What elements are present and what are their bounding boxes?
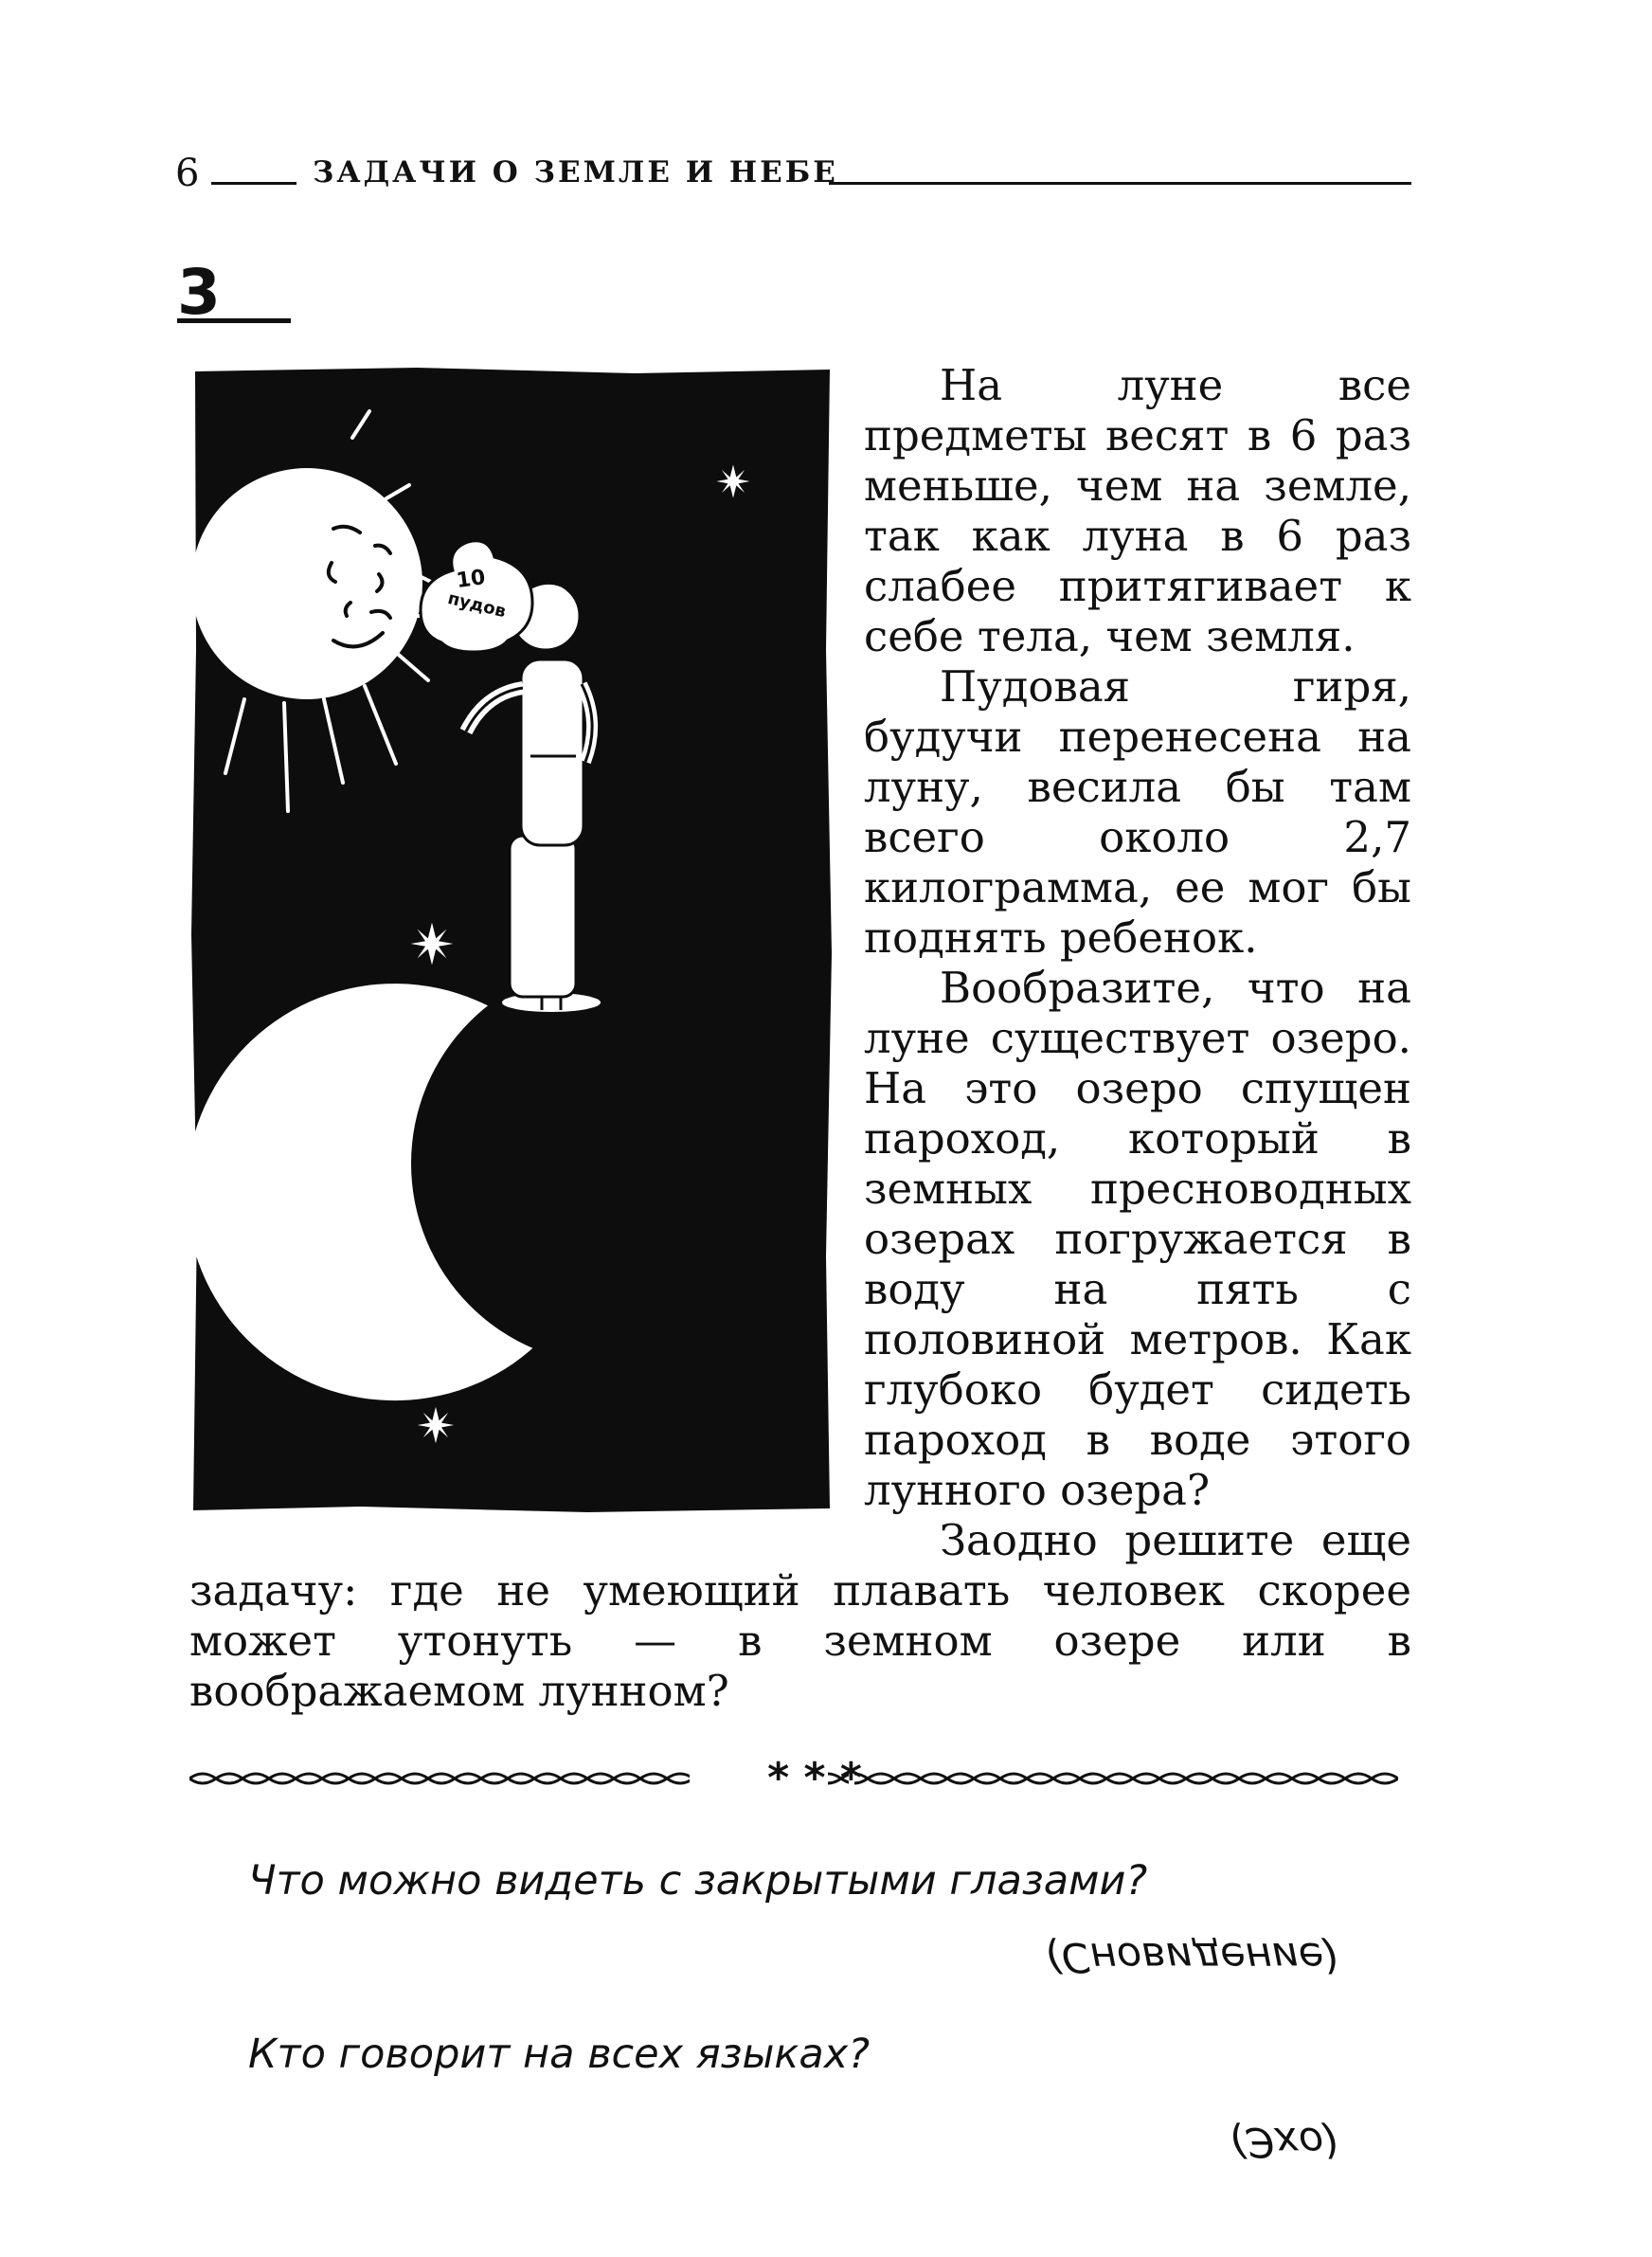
- riddle-1-answer: [1046, 1933, 1339, 1980]
- problem-number: 3: [177, 256, 221, 329]
- paragraph-2: Пудовая гиря, будучи перенесена на луну, весила бы там всего около 2,7 килограмма, ее мог бы поднять ребенок.: [864, 661, 1411, 963]
- running-header: [175, 152, 1411, 208]
- riddle-2-answer-text: (Эхо): [1230, 2118, 1339, 2165]
- paragraph-4: Заодно решите еще задачу: где не умеющий плавать человек скорее может утонуть — в земном озере или в воображаемом лунном?: [189, 1515, 1411, 1716]
- problem-text: [189, 360, 1411, 1716]
- riddle-2-question: Кто говорит на всех языках?: [248, 2031, 871, 2078]
- header-rule-right: [829, 182, 1411, 185]
- problem-number-rule: [177, 318, 291, 323]
- running-title: ЗАДАЧИ О ЗЕМЛЕ И НЕБЕ: [313, 155, 838, 190]
- header-rule-left: [211, 182, 296, 185]
- paragraph-1: На луне все предметы весят в 6 раз меньше, чем на земле, так как луна в 6 раз слабее притягивает к себе тела, чем земля.: [864, 360, 1411, 661]
- page-number: 6: [175, 152, 200, 195]
- riddle-1-question: Что можно видеть с закрытыми глазами?: [248, 1857, 1148, 1905]
- weight-label-unit: пудов: [445, 587, 509, 623]
- illustration-spacer: [189, 360, 864, 1521]
- riddle-2-answer: [1230, 2118, 1339, 2165]
- paragraph-3: Вообразите, что на луне существует озеро. На это озеро спущен пароход, который в земных пресноводных озерах погружается в воду на пять с половиной метров. Как глубоко будет сидеть пароход в воде этого лунного озера?: [864, 963, 1411, 1515]
- riddle-1-answer-text: (Сновидение): [1046, 1933, 1339, 1980]
- divider-stars: * * *: [767, 1760, 862, 1797]
- ornamental-divider: [189, 1760, 1411, 1797]
- weight-label-number: 10: [455, 566, 487, 594]
- divider-ornament: [189, 1760, 1411, 1797]
